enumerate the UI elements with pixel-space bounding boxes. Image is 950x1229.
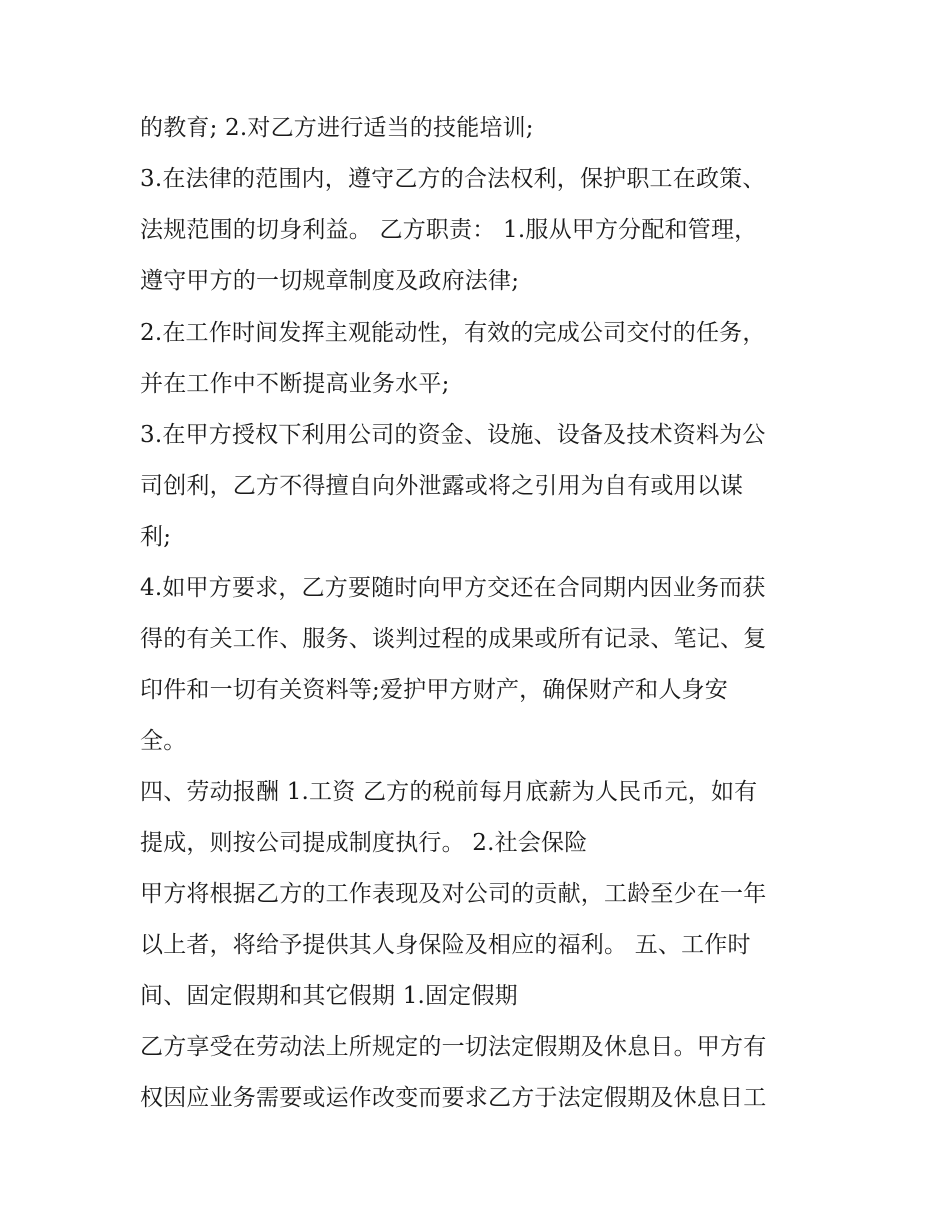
text-line: 2.在工作时间发挥主观能动性，有效的完成公司交付的任务， <box>140 320 766 346</box>
text-line: 以上者，将给予提供其人身保险及相应的福利。 五、工作时 <box>140 932 751 958</box>
text-line: 全。 <box>140 728 187 754</box>
text-line: 乙方享受在劳动法上所规定的一切法定假期及休息日。甲方有 <box>140 1034 767 1060</box>
text-line: 权因应业务需要或运作改变而要求乙方于法定假期及休息日工 <box>140 1085 767 1111</box>
text-line: 3.在法律的范围内，遵守乙方的合法权利，保护职工在政策、 <box>140 166 766 192</box>
text-line: 提成，则按公司提成制度执行。 2.社会保险 <box>140 830 588 856</box>
text-line: 印件和一切有关资料等;爱护甲方财产，确保财产和人身安 <box>140 677 728 703</box>
text-line: 司创利，乙方不得擅自向外泄露或将之引用为自有或用以谋 <box>140 473 744 499</box>
text-line: 4.如甲方要求，乙方要随时向甲方交还在合同期内因业务而获 <box>140 575 766 601</box>
text-line: 法规范围的切身利益。 乙方职责： 1.服从甲方分配和管理， <box>140 217 758 243</box>
text-line: 得的有关工作、服务、谈判过程的成果或所有记录、笔记、复 <box>140 626 767 652</box>
text-line: 利; <box>140 524 172 550</box>
text-line: 间、固定假期和其它假期 1.固定假期 <box>140 983 518 1009</box>
text-line: 3.在甲方授权下利用公司的资金、设施、设备及技术资料为公 <box>140 422 766 448</box>
text-line: 四、劳动报酬 1.工资 乙方的税前每月底薪为人民币元，如有 <box>140 779 758 805</box>
text-line: 的教育; 2.对乙方进行适当的技能培训; <box>140 115 534 141</box>
text-line: 遵守甲方的一切规章制度及政府法律; <box>140 268 520 294</box>
text-line: 并在工作中不断提高业务水平; <box>140 371 450 397</box>
text-line: 甲方将根据乙方的工作表现及对公司的贡献，工龄至少在一年 <box>140 881 767 907</box>
